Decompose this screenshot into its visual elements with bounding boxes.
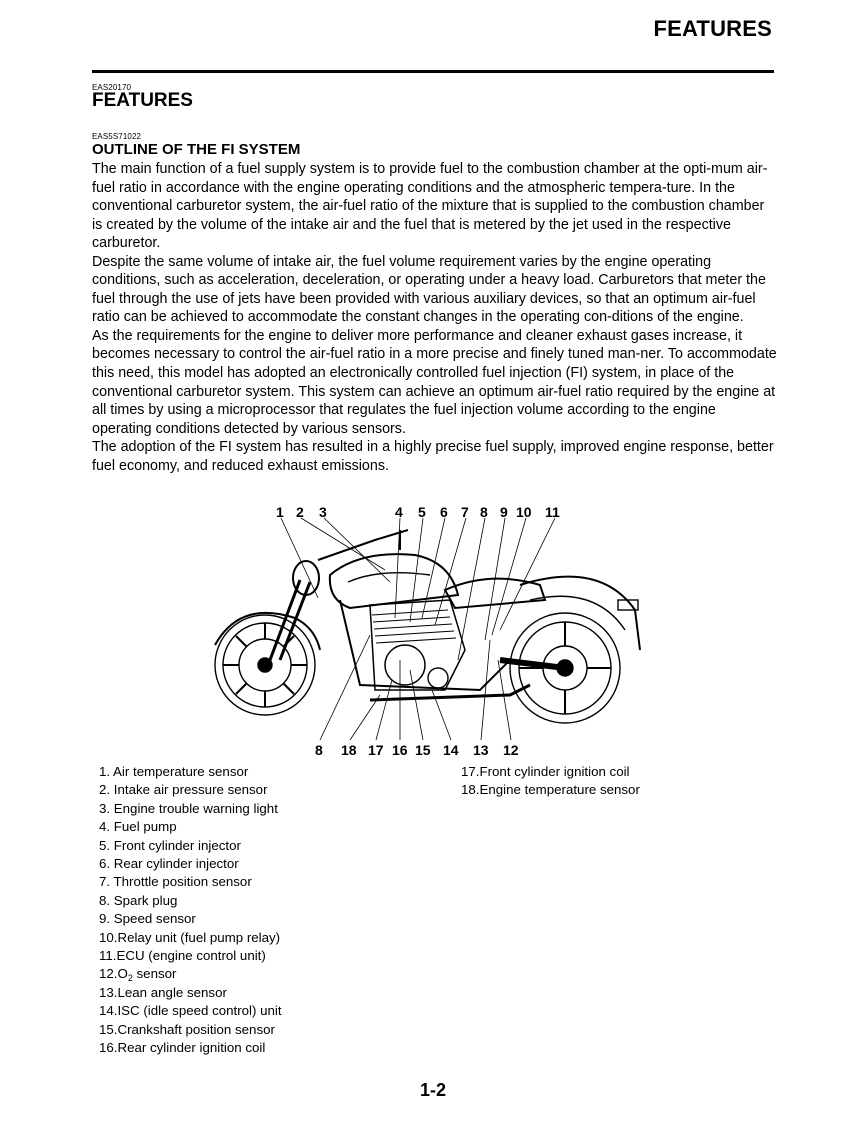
legend-item: 6. Rear cylinder injector <box>99 856 239 872</box>
legend-item: 1. Air temperature sensor <box>99 764 249 779</box>
legend-item: 10.Relay unit (fuel pump relay) <box>99 929 281 945</box>
callout-6: 6 <box>440 504 448 520</box>
callout-bottom-14: 14 <box>443 742 459 758</box>
callout-7: 7 <box>461 504 469 520</box>
callout-2: 2 <box>296 504 304 520</box>
subsection-code: EAS5S71022 <box>92 132 142 141</box>
legend-item-o2: $12.O_2$ sensor <box>99 966 177 984</box>
callout-11: 11 <box>545 504 560 520</box>
legend-item: 7. Throttle position sensor <box>99 874 252 890</box>
legend-item: 3. Engine trouble warning light <box>99 800 278 816</box>
legend-left-column <box>99 763 282 1058</box>
callout-bottom-17: 17 <box>368 742 384 758</box>
callout-8: 8 <box>480 504 488 520</box>
callout-9: 9 <box>500 504 508 520</box>
legend-item: 2. Intake air pressure sensor <box>99 782 268 798</box>
legend-item: 9. Speed sensor <box>99 911 196 927</box>
legend-right-column <box>461 763 640 800</box>
body-text <box>92 160 777 475</box>
callout-bottom-12: 12 <box>503 742 519 758</box>
callout-10: 10 <box>516 504 532 520</box>
section-code: EAS20170 <box>92 83 132 92</box>
callout-4: 4 <box>395 504 403 520</box>
callout-bottom-16: 16 <box>392 742 408 758</box>
legend-item: 14.ISC (idle speed control) unit <box>99 1003 282 1019</box>
paragraph-4: The adoption of the FI system has resulted in a highly precise fuel supply, improved engine response, better fuel economy, and reduced exhaust emissions. <box>92 439 774 474</box>
legend-item: 5. Front cylinder injector <box>99 837 241 853</box>
legend-item: 8. Spark plug <box>99 892 178 908</box>
motorcycle-figure <box>200 500 680 765</box>
subsection-title: OUTLINE OF THE FI SYSTEM <box>92 141 301 158</box>
paragraph-3: As the requirements for the engine to deliver more performance and cleaner exhaust gases increase, it becomes necessary to control the air-fuel ratio in a more precise and finely tuned man-ner. To accommodate this need, this model has adopted an electronically controlled fuel injection (FI) system, in place of the conventional carburetor system. This system can achieve an optimum air-fuel ratio required by the engine at all times by using a microprocessor that regulates the fuel injection volume according to the engine operating conditions detected by various sensors. <box>92 327 777 437</box>
paragraph-1: The main function of a fuel supply system is to provide fuel to the combustion chamber at the opti-mum air-fuel ratio in accordance with the engine operating conditions and the atmospheric tempera-ture. In the conventional carburetor system, the air-fuel ratio of the mixture that is supplied to the combustion chamber is created by the volume of the intake air and the fuel that is metered by the jet used in the respective carburetor. <box>92 161 768 252</box>
legend-item: 17.Front cylinder ignition coil <box>461 764 630 779</box>
callout-bottom-15: 15 <box>415 742 431 758</box>
section-title: FEATURES <box>92 90 193 111</box>
legend-item: 18.Engine temperature sensor <box>461 782 640 798</box>
header-rule <box>92 70 774 73</box>
callout-1: 1 <box>276 504 284 520</box>
page-header-title: FEATURES <box>653 16 772 41</box>
legend-item: 16.Rear cylinder ignition coil <box>99 1040 266 1056</box>
callout-5: 5 <box>418 504 426 520</box>
motorcycle-illustration <box>200 500 680 765</box>
legend-item: 15.Crankshaft position sensor <box>99 1021 275 1037</box>
legend-item: 11.ECU (engine control unit) <box>99 948 266 964</box>
legend-item: 13.Lean angle sensor <box>99 984 227 1000</box>
legend-item: 4. Fuel pump <box>99 819 177 835</box>
page-number: 1-2 <box>419 1080 446 1100</box>
callout-bottom-13: 13 <box>473 742 489 758</box>
callout-bottom-18: 18 <box>341 742 357 758</box>
paragraph-2: Despite the same volume of intake air, the fuel volume requirement varies by the engine operating conditions, such as acceleration, deceleration, or operating under a heavy load. Carburetors that meter the fuel through the use of jets have been provided with various auxiliary devices, so that an optimum air-fuel ratio can be achieved to accommodate the constant changes in the operating con-ditions of the engine. <box>92 253 766 326</box>
callout-bottom-8: 8 <box>315 742 323 758</box>
callout-3: 3 <box>319 504 327 520</box>
